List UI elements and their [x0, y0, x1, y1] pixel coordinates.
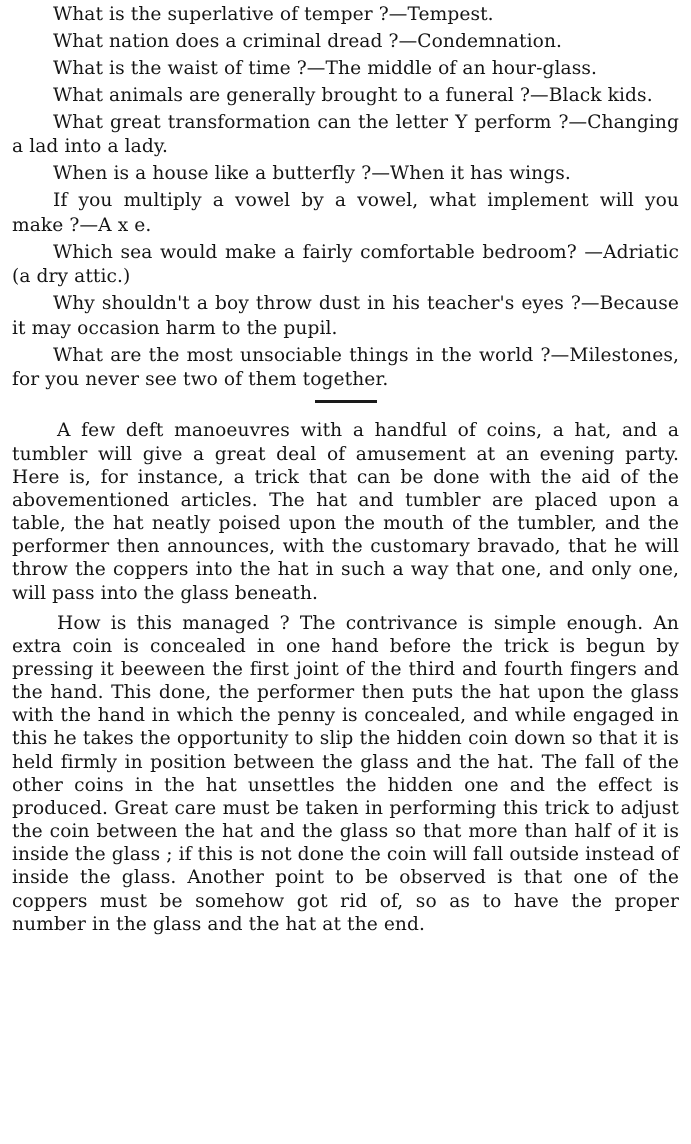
- riddle: What is the waist of time ?—The middle of an hour-glass.: [53, 58, 598, 79]
- riddle: What are the most unsociable things in the world ?—Milestones, for you never see two of them together.: [12, 344, 679, 391]
- riddle: Why shouldn't a boy throw dust in his teacher's eyes ?—Because it may occasion harm to the pupil.: [12, 293, 679, 339]
- section-divider: [315, 400, 377, 403]
- riddle: What great transformation can the letter Y perform ?—Changing a lad into a lady.: [12, 112, 679, 158]
- riddle: What is the superlative of temper ?—Tempest.: [53, 4, 494, 25]
- riddle: What animals are generally brought to a funeral ?—Black kids.: [53, 85, 653, 106]
- riddle: What nation does a criminal dread ?—Condemnation.: [53, 31, 563, 52]
- riddles-section: [12, 3, 679, 392]
- riddle: Which sea would make a fairly comfortable bedroom? —Adriatic (a dry attic.): [12, 241, 679, 288]
- riddle: When is a house like a butterfly ?—When it has wings.: [53, 163, 571, 185]
- article-paragraph: A few deft manoeuvres with a handful of coins, a hat, and a tumbler will give a great deal of amusement at an evening party. Here is, for instance, a trick that can be done with the aid of the abovementioned articles. The hat and tumbler are placed upon a table, the hat neatly poised upon the mouth of the tumbler, and the performer then announces, with the customary bravado, that he will throw the coppers into the hat in such a way that one, and only one, will pass into the glass beneath.: [12, 420, 679, 604]
- article-paragraph: How is this managed ? The contrivance is simple enough. An extra coin is concealed in one hand before the trick is begun by pressing it beeween the first joint of the third and fourth fingers and the hand. This done, the performer then puts the hat upon the glass with the hand in which the penny is concealed, and while engaged in this he takes the opportunity to slip the hidden coin down so that it is held firmly in position between the glass and the hat. The fall of the other coins in the hat unsettles the hidden one and the effect is produced. Great care must be taken in performing this trick to adjust the coin between the hat and the glass so that more than half of it is inside the glass ; if this is not done the coin will fall outside instead of inside the glass. Another point to be observed is that one of the coppers must be somehow got rid of, so as to have the proper number in the glass and the hat at the end.: [12, 612, 679, 935]
- riddle: If you multiply a vowel by a vowel, what implement will you make ?—A x e.: [12, 190, 679, 236]
- coin-trick-article: [12, 419, 679, 935]
